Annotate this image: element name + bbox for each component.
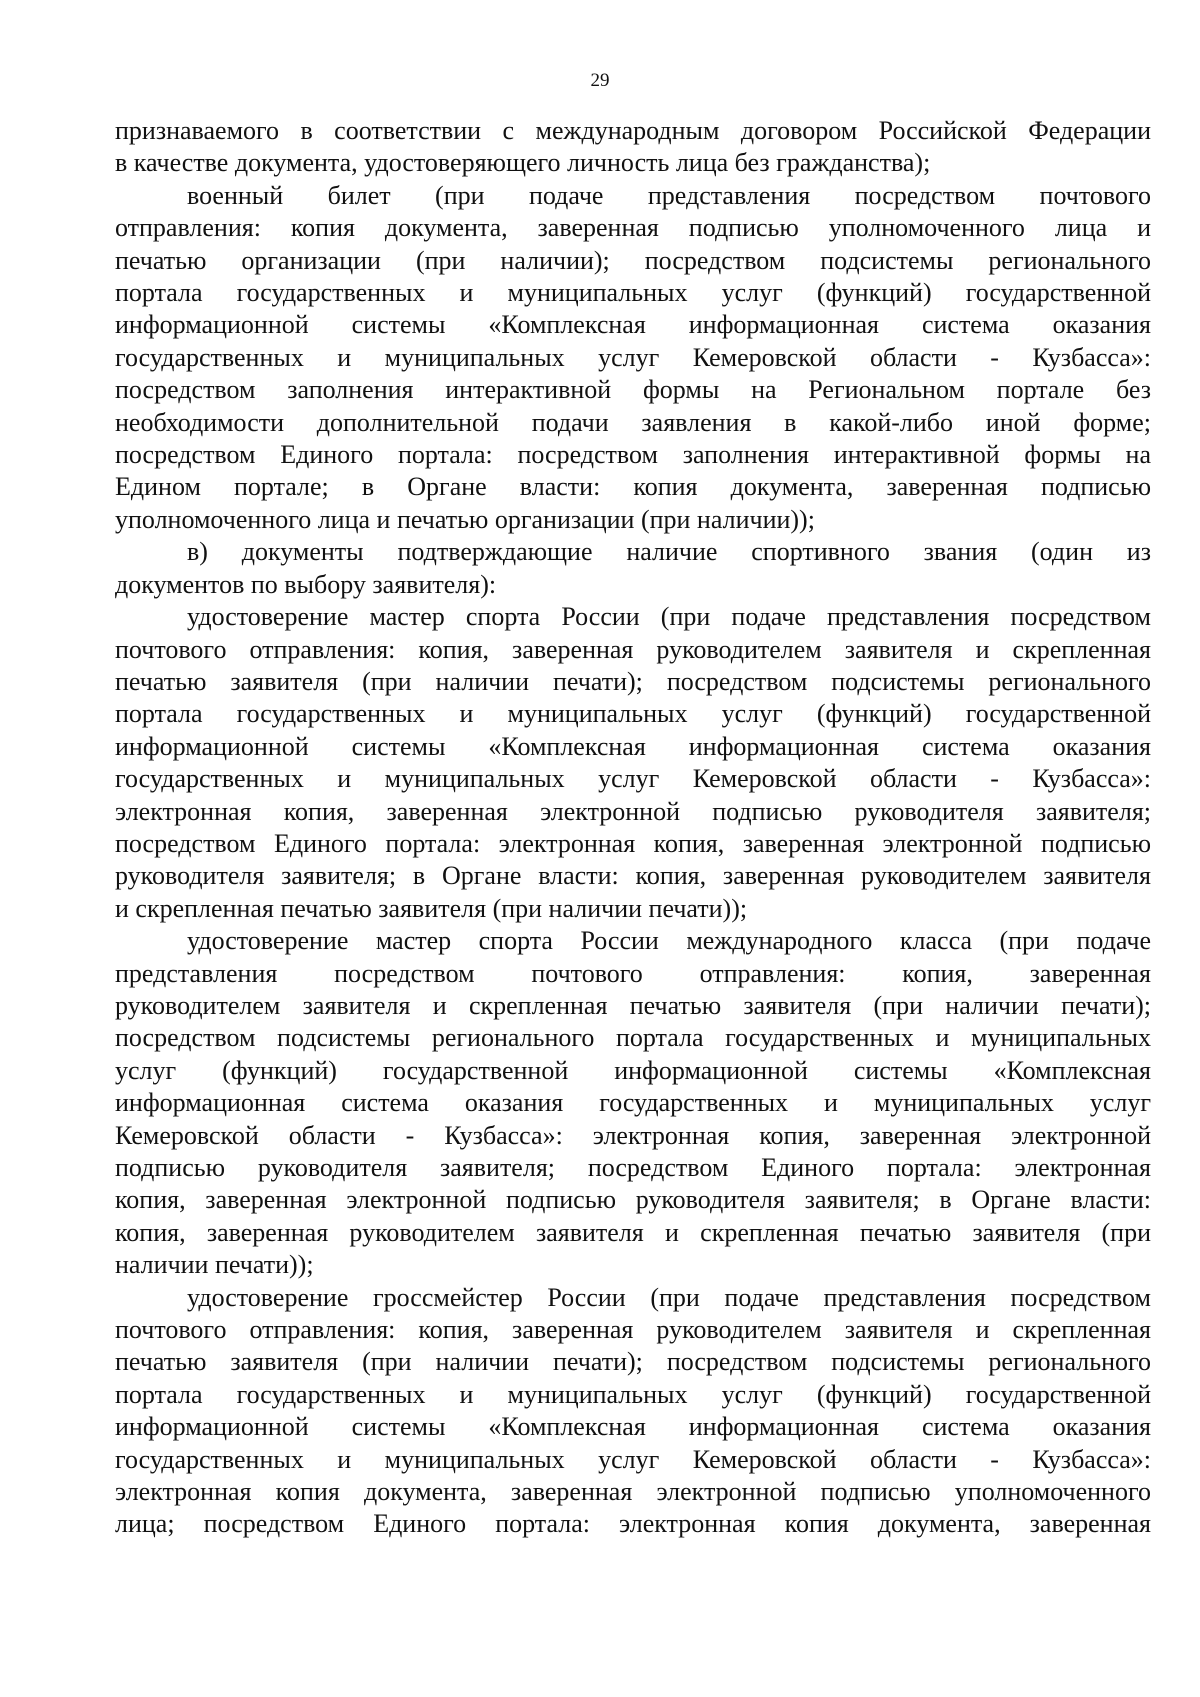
text-line: государственных и муниципальных услуг Кемеровской области - Кузбасса»: bbox=[115, 342, 1151, 372]
text-line: государственных и муниципальных услуг Кемеровской области - Кузбасса»: bbox=[115, 1444, 1151, 1474]
text-line: печатью организации (при наличии); посредством подсистемы регионального bbox=[115, 245, 1151, 275]
body-text bbox=[115, 115, 1151, 1541]
text-line: электронная копия документа, заверенная электронной подписью уполномоченного bbox=[115, 1477, 1151, 1507]
page-number: 29 bbox=[590, 70, 610, 91]
text-line: подписью руководителя заявителя; посредством Единого портала: электронная bbox=[115, 1153, 1151, 1182]
paragraph bbox=[115, 1282, 1151, 1541]
text-line: удостоверение мастер спорта России международного класса (при подаче bbox=[187, 926, 1151, 956]
text-line: руководителя заявителя; в Органе власти: копия, заверенная руководителем заявителя bbox=[115, 861, 1151, 891]
text-line: посредством заполнения интерактивной формы на Региональном портале без bbox=[115, 375, 1151, 405]
text-line: наличии печати)); bbox=[115, 1250, 314, 1280]
text-line: портала государственных и муниципальных услуг (функций) государственной bbox=[115, 278, 1151, 308]
text-line: руководителем заявителя и скрепленная печатью заявителя (при наличии печати); bbox=[115, 990, 1151, 1020]
text-line: электронная копия, заверенная электронной подписью руководителя заявителя; bbox=[115, 796, 1151, 826]
text-line: военный билет (при подаче представления посредством почтового bbox=[187, 180, 1151, 210]
text-line: копия, заверенная электронной подписью руководителя заявителя; в Органе власти: bbox=[115, 1185, 1151, 1215]
text-line: посредством подсистемы регионального портала государственных и муниципальных bbox=[115, 1023, 1151, 1053]
text-line: удостоверение мастер спорта России (при подаче представления посредством bbox=[187, 602, 1151, 632]
text-line: посредством Единого портала: посредством заполнения интерактивной формы на bbox=[115, 440, 1151, 470]
text-line: в качестве документа, удостоверяющего личность лица без гражданства); bbox=[115, 148, 931, 178]
text-line: услуг (функций) государственной информационной системы «Комплексная bbox=[115, 1055, 1151, 1085]
text-line: Кемеровской области - Кузбасса»: электронная копия, заверенная электронной bbox=[115, 1120, 1151, 1150]
text-line: почтового отправления: копия, заверенная руководителем заявителя и скрепленная bbox=[115, 1315, 1151, 1345]
text-line: признаваемого в соответствии с международным договором Российской Федерации bbox=[115, 116, 1151, 145]
text-line: печатью заявителя (при наличии печати); посредством подсистемы регионального bbox=[115, 666, 1151, 696]
text-line: информационная система оказания государственных и муниципальных услуг bbox=[115, 1088, 1151, 1118]
text-line: информационной системы «Комплексная информационная система оказания bbox=[115, 310, 1151, 340]
text-line: посредством Единого портала: электронная копия, заверенная электронной подписью bbox=[115, 828, 1151, 858]
paragraph bbox=[115, 601, 1151, 925]
text-line: и скрепленная печатью заявителя (при наличии печати)); bbox=[115, 893, 748, 923]
text-line: портала государственных и муниципальных услуг (функций) государственной bbox=[115, 1379, 1151, 1409]
text-line: копия, заверенная руководителем заявителя и скрепленная печатью заявителя (при bbox=[115, 1217, 1151, 1247]
text-line: документов по выбору заявителя): bbox=[115, 569, 497, 599]
text-line: государственных и муниципальных услуг Кемеровской области - Кузбасса»: bbox=[115, 764, 1151, 794]
text-line: представления посредством почтового отправления: копия, заверенная bbox=[115, 958, 1151, 988]
text-line: печатью заявителя (при наличии печати); посредством подсистемы регионального bbox=[115, 1347, 1151, 1377]
text-line: отправления: копия документа, заверенная подписью уполномоченного лица и bbox=[115, 213, 1151, 243]
text-line: Едином портале; в Органе власти: копия документа, заверенная подписью bbox=[115, 472, 1151, 502]
text-line: портала государственных и муниципальных услуг (функций) государственной bbox=[115, 699, 1151, 729]
text-line: уполномоченного лица и печатью организации (при наличии)); bbox=[115, 504, 815, 534]
paragraph bbox=[115, 115, 1151, 180]
paragraph bbox=[115, 180, 1151, 536]
text-line: в) документы подтверждающие наличие спортивного звания (один из bbox=[187, 537, 1151, 567]
text-line: лица; посредством Единого портала: электронная копия документа, заверенная bbox=[115, 1509, 1151, 1539]
text-line: необходимости дополнительной подачи заявления в какой-либо иной форме; bbox=[115, 407, 1151, 437]
paragraph bbox=[115, 925, 1151, 1281]
text-line: информационной системы «Комплексная информационная система оказания bbox=[115, 731, 1151, 761]
text-line: удостоверение гроссмейстер России (при подаче представления посредством bbox=[187, 1282, 1151, 1312]
paragraph bbox=[115, 536, 1151, 601]
text-line: информационной системы «Комплексная информационная система оказания bbox=[115, 1412, 1151, 1442]
text-line: почтового отправления: копия, заверенная руководителем заявителя и скрепленная bbox=[115, 634, 1151, 664]
